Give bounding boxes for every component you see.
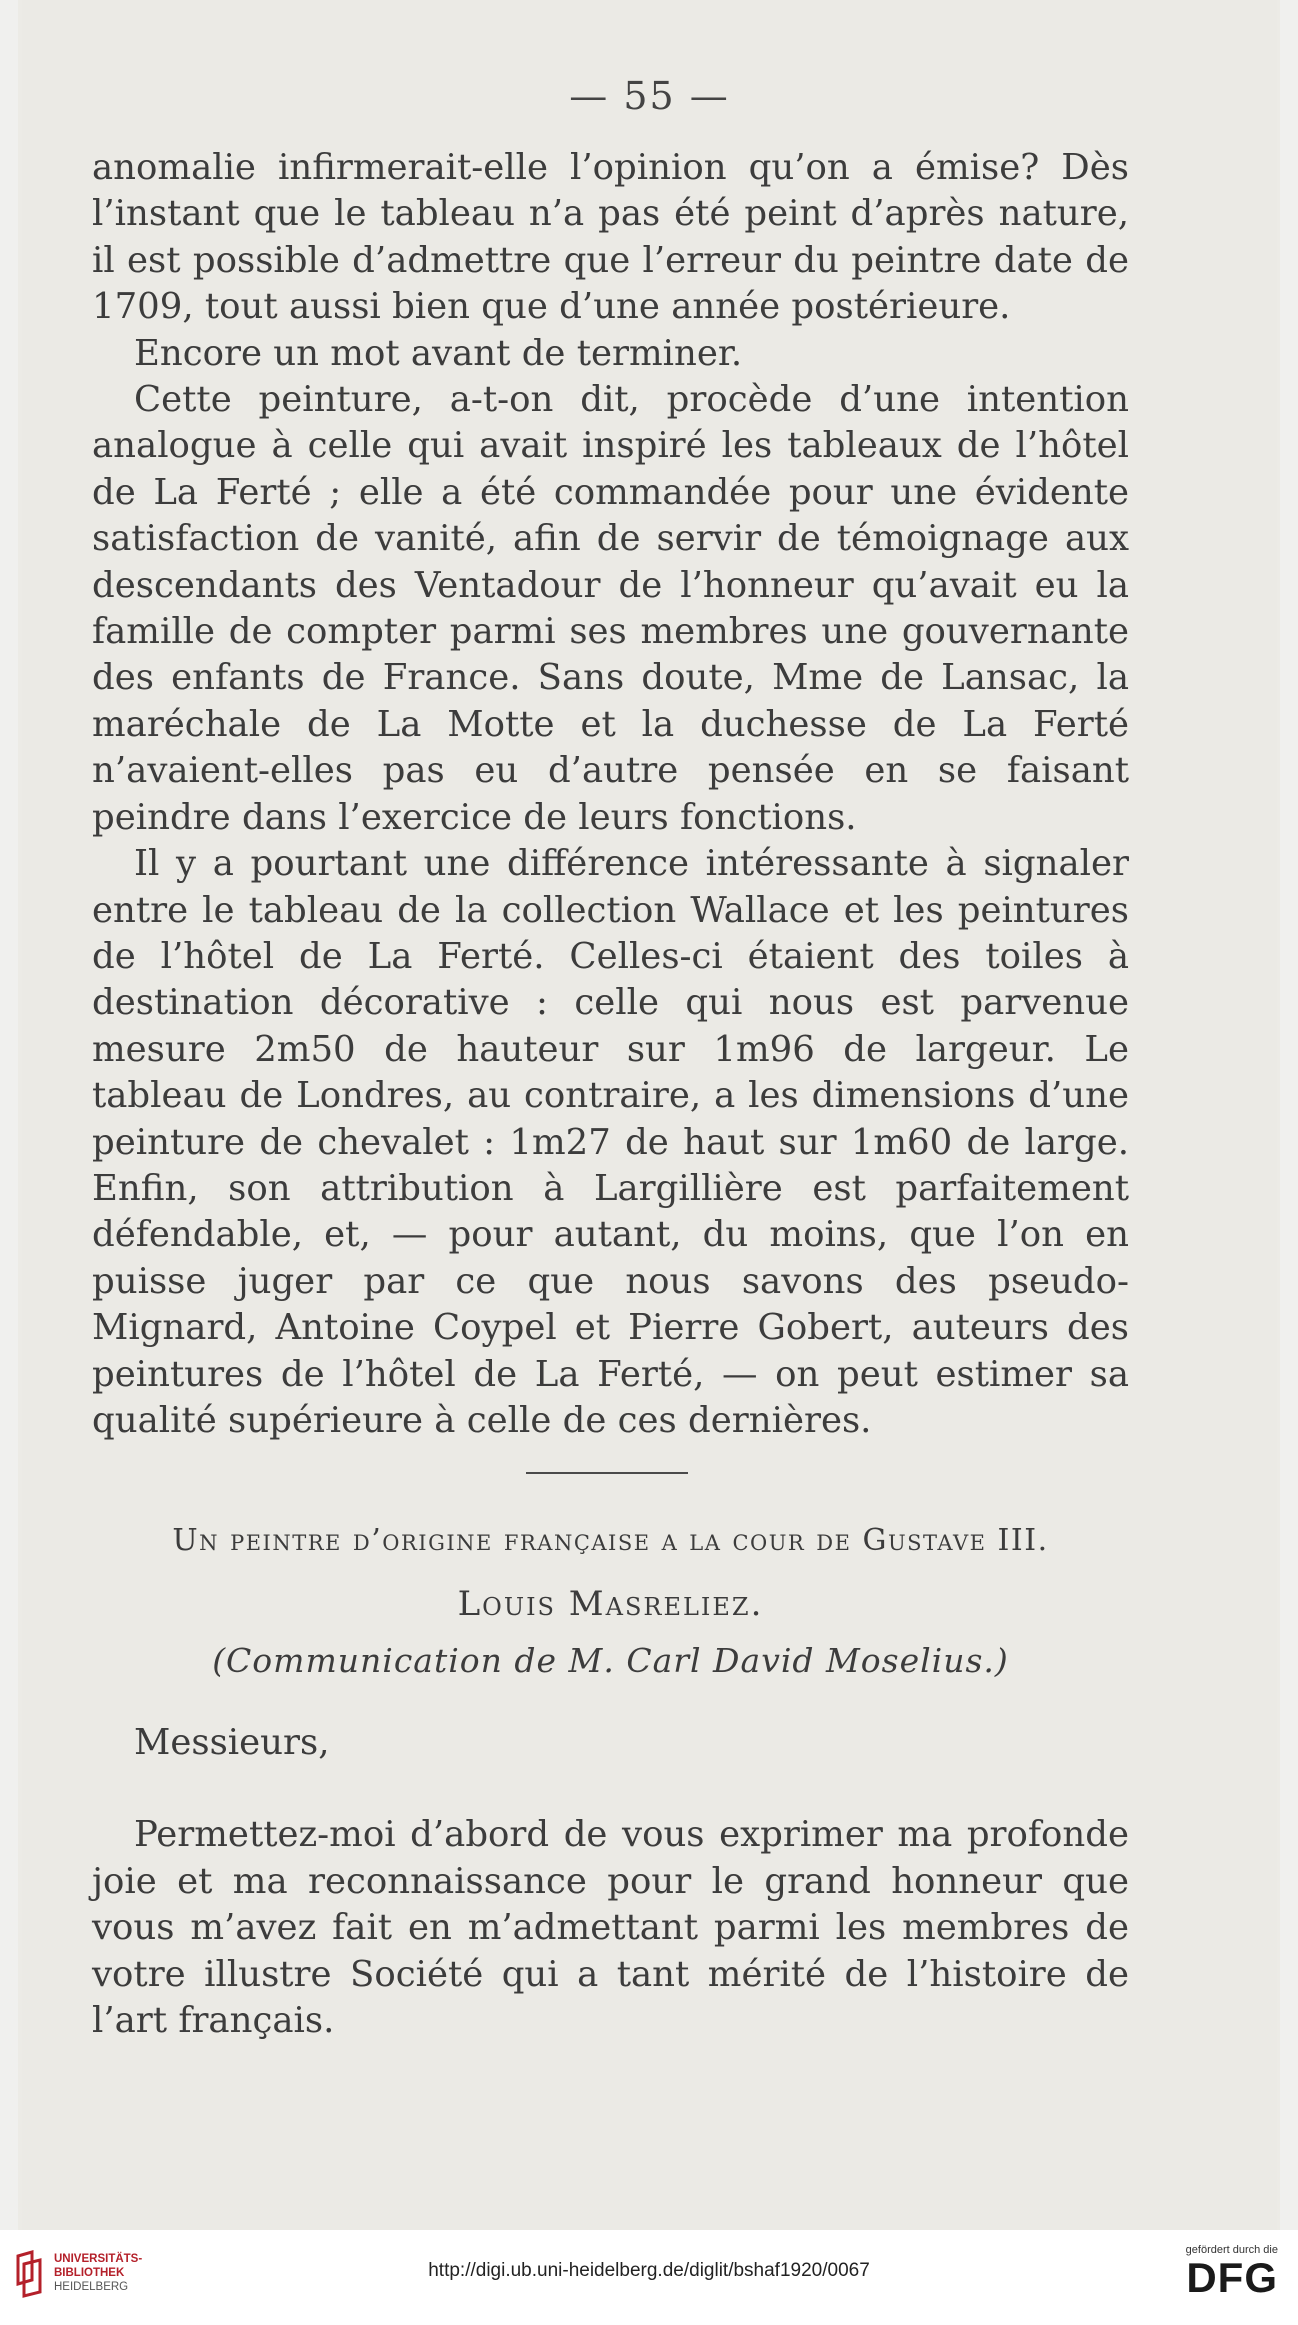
- body-text: [92, 145, 1129, 1444]
- library-line-1: UNIVERSITÄTS-: [54, 2253, 143, 2265]
- paragraph-5: Permettez-moi d’abord de vous exprimer ma profonde joie et ma reconnaissance pour le grand honneur que vous m’avez fait en m’admettant parmi les membres de votre illustre Société qui a tant mérité de l’histoire de l’art français.: [92, 1814, 1129, 2042]
- footer-bar: [0, 2230, 1298, 2325]
- letter-text: [92, 1720, 1129, 2044]
- document-url-link[interactable]: http://digi.ub.uni-heidelberg.de/diglit/bshaf1920/0067: [428, 2260, 870, 2281]
- salutation: Messieurs,: [134, 1722, 330, 1763]
- library-line-3: HEIDELBERG: [54, 2281, 129, 2293]
- section-subheading: Louis Masreliez.: [457, 1584, 764, 1624]
- section-attribution: (Communication de M. Carl David Moselius.): [212, 1641, 1009, 1680]
- page-number: — 55 —: [569, 74, 730, 118]
- dfg-logo: DFG: [1186, 2254, 1278, 2301]
- funding-note: [1138, 2244, 1278, 2300]
- paragraph-2: Encore un mot avant de terminer.: [134, 332, 743, 374]
- paragraph-3: Cette peinture, a-t-on dit, procède d’une intention analogue à celle qui avait inspiré les tableaux de l’hôtel de La Ferté ; elle a été commandée pour une évidente satisfaction de vanité, afin de servir de témoignage aux descendants des Ventadour de l’honneur qu’avait eu la famille de compter parmi ses membres une gouvernante des enfants de France. Sans doute, Mme de Lansac, la maréchale de La Motte et la duchesse de La Ferté n’avaient-elles pas eu d’autre pensée en se faisant peindre dans l’exercice de leurs fonctions.: [92, 379, 1129, 838]
- section-divider: [526, 1472, 688, 1474]
- paragraph-1: anomalie infirmerait-elle l’opinion qu’on a émise? Dès l’instant que le tableau n’a pas été peint d’après nature, il est possible d’admettre que l’erreur du peintre date de 1709, tout aussi bien que d’une année postérieure.: [92, 147, 1129, 328]
- library-line-2: BIBLIOTHEK: [54, 2267, 125, 2279]
- section-heading: Un peintre d’origine française a la cour de Gustave III.: [172, 1523, 1049, 1558]
- document-page: [22, 0, 1277, 2230]
- funding-label: gefördert durch die: [1185, 2244, 1278, 2256]
- paragraph-4: Il y a pourtant une différence intéressante à signaler entre le tableau de la collection Wallace et les peintures de l’hôtel de La Ferté. Celles-ci étaient des toiles à destination décorative : celle qui nous est parvenue mesure 2m50 de hauteur sur 1m96 de largeur. Le tableau de Londres, au contraire, a les dimensions d’une peinture de chevalet : 1m27 de haut sur 1m60 de large. Enfin, son attribution à Largillière est parfaitement défendable, et, — pour autant, du moins, que l’on en puisse juger par ce que nous savons des pseudo-Mignard, Antoine Coypel et Pierre Gobert, auteurs des peintures de l’hôtel de La Ferté, — on peut estimer sa qualité supérieure à celle de ces dernières.: [92, 843, 1129, 1441]
